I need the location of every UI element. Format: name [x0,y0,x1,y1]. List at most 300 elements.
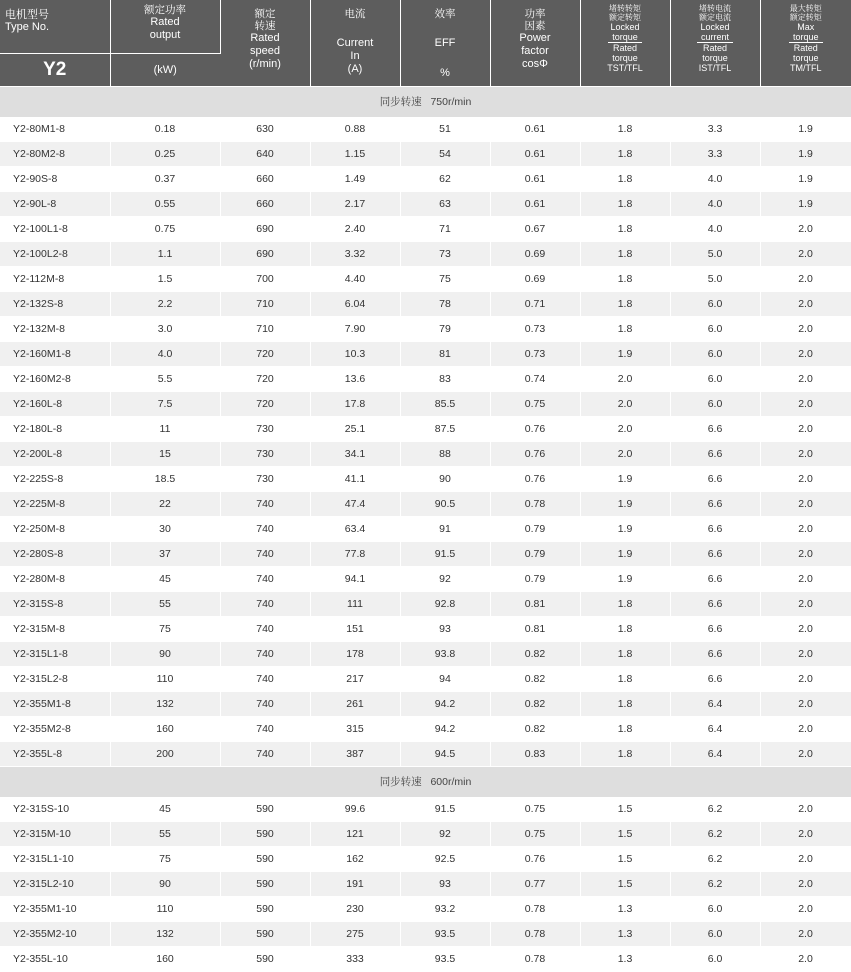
value-cell: 730 [220,441,310,466]
value-cell: 37 [110,541,220,566]
value-cell: 1.8 [580,716,670,741]
value-cell: 6.0 [670,316,760,341]
value-cell: 2.0 [760,416,851,441]
value-cell: 94.2 [400,716,490,741]
value-cell: 4.40 [310,266,400,291]
value-cell: 75 [110,616,220,641]
value-cell: 6.0 [670,291,760,316]
value-cell: 740 [220,541,310,566]
value-cell: 217 [310,666,400,691]
value-cell: 6.6 [670,441,760,466]
value-cell: 1.8 [580,117,670,142]
value-cell: 1.8 [580,591,670,616]
value-cell: 4.0 [670,191,760,216]
value-cell: 1.8 [580,216,670,241]
value-cell: 1.8 [580,141,670,166]
value-cell: 200 [110,741,220,766]
value-cell: 88 [400,441,490,466]
header-speed-en2: speed [221,45,310,58]
value-cell: 0.79 [490,516,580,541]
value-cell: 2.0 [760,666,851,691]
header-speed-en1: Rated [221,32,310,45]
value-cell: 1.3 [580,946,670,971]
header-lc-cn2: 额定电流 [671,13,760,22]
table-row [0,366,851,391]
value-cell: 0.61 [490,191,580,216]
header-eff-unit: % [401,50,490,80]
value-cell: 93 [400,871,490,896]
table-row [0,821,851,846]
value-cell: 93.5 [400,921,490,946]
header-lt-en2: torque [608,32,642,43]
value-cell: 0.18 [110,117,220,142]
value-cell: 90.5 [400,491,490,516]
value-cell: 6.6 [670,516,760,541]
value-cell: 2.2 [110,291,220,316]
value-cell: 6.0 [670,946,760,971]
value-cell: 740 [220,591,310,616]
value-cell: 6.0 [670,896,760,921]
value-cell: 1.5 [580,871,670,896]
value-cell: 2.0 [760,821,851,846]
model-cell: Y2-355L-8 [0,741,110,766]
value-cell: 2.0 [760,366,851,391]
model-cell: Y2-355M2-8 [0,716,110,741]
value-cell: 1.9 [580,516,670,541]
value-cell: 0.77 [490,871,580,896]
value-cell: 1.8 [580,241,670,266]
table-row [0,871,851,896]
header-pf-cn1: 功率 [491,4,580,20]
value-cell: 590 [220,821,310,846]
model-cell: Y2-132M-8 [0,316,110,341]
header-locked-torque [580,0,670,86]
header-lc-en4: torque [671,53,760,63]
value-cell: 1.8 [580,191,670,216]
model-cell: Y2-355M1-10 [0,896,110,921]
value-cell: 121 [310,821,400,846]
section-title: 同步转速 600r/min [0,766,851,797]
model-cell: Y2-315S-10 [0,797,110,822]
value-cell: 740 [220,641,310,666]
value-cell: 2.0 [760,591,851,616]
value-cell: 2.0 [760,616,851,641]
header-speed-cn: 额定 [221,4,310,20]
value-cell: 2.0 [760,291,851,316]
header-lc-en3: Rated [671,43,760,53]
header-current-cn: 电流 [311,4,400,20]
header-output-unit-cell [110,53,220,86]
value-cell: 1.3 [580,896,670,921]
value-cell: 2.17 [310,191,400,216]
value-cell: 0.37 [110,166,220,191]
value-cell: 2.0 [760,466,851,491]
value-cell: 6.6 [670,591,760,616]
header-output [110,0,220,53]
value-cell: 315 [310,716,400,741]
value-cell: 2.0 [760,946,851,971]
value-cell: 590 [220,846,310,871]
value-cell: 90 [110,871,220,896]
value-cell: 2.0 [760,516,851,541]
value-cell: 4.0 [670,216,760,241]
value-cell: 6.4 [670,741,760,766]
value-cell: 0.76 [490,416,580,441]
header-mt-cn1: 最大转矩 [761,4,851,13]
table-row [0,117,851,142]
value-cell: 47.4 [310,491,400,516]
model-cell: Y2-80M1-8 [0,117,110,142]
value-cell: 87.5 [400,416,490,441]
value-cell: 160 [110,946,220,971]
header-current-unit: (A) [311,63,400,76]
value-cell: 1.5 [110,266,220,291]
value-cell: 110 [110,666,220,691]
value-cell: 18.5 [110,466,220,491]
value-cell: 590 [220,871,310,896]
value-cell: 6.6 [670,641,760,666]
value-cell: 0.75 [490,821,580,846]
model-cell: Y2-160M1-8 [0,341,110,366]
value-cell: 740 [220,516,310,541]
value-cell: 6.2 [670,871,760,896]
value-cell: 0.75 [110,216,220,241]
model-cell: Y2-90L-8 [0,191,110,216]
value-cell: 6.2 [670,797,760,822]
value-cell: 0.76 [490,466,580,491]
value-cell: 1.9 [760,141,851,166]
header-eff-cn: 效率 [401,4,490,20]
header-speed-cn2: 转速 [221,20,310,32]
value-cell: 0.61 [490,117,580,142]
value-cell: 0.25 [110,141,220,166]
value-cell: 94.5 [400,741,490,766]
value-cell: 1.15 [310,141,400,166]
table-row [0,166,851,191]
value-cell: 6.6 [670,491,760,516]
header-current [310,0,400,86]
value-cell: 0.88 [310,117,400,142]
model-cell: Y2-160M2-8 [0,366,110,391]
model-cell: Y2-355L-10 [0,946,110,971]
value-cell: 2.40 [310,216,400,241]
table-row [0,416,851,441]
value-cell: 0.69 [490,266,580,291]
model-cell: Y2-355M1-8 [0,691,110,716]
table-row [0,921,851,946]
value-cell: 6.0 [670,341,760,366]
value-cell: 333 [310,946,400,971]
value-cell: 54 [400,141,490,166]
value-cell: 6.2 [670,821,760,846]
table-row [0,541,851,566]
value-cell: 590 [220,896,310,921]
table-row [0,666,851,691]
header-lc-cn1: 堵转电流 [671,4,760,13]
table-row [0,191,851,216]
value-cell: 75 [400,266,490,291]
value-cell: 740 [220,691,310,716]
model-cell: Y2-90S-8 [0,166,110,191]
model-cell: Y2-280S-8 [0,541,110,566]
value-cell: 0.82 [490,666,580,691]
value-cell: 590 [220,921,310,946]
header-pf-en2: factor [491,45,580,58]
value-cell: 2.0 [760,641,851,666]
model-cell: Y2-280M-8 [0,566,110,591]
table-row [0,591,851,616]
value-cell: 3.0 [110,316,220,341]
value-cell: 7.90 [310,316,400,341]
table-row [0,266,851,291]
header-model [0,53,110,86]
value-cell: 6.4 [670,691,760,716]
table-row [0,716,851,741]
value-cell: 0.74 [490,366,580,391]
value-cell: 0.78 [490,946,580,971]
value-cell: 6.4 [670,716,760,741]
header-lc-en2: current [697,32,733,43]
value-cell: 261 [310,691,400,716]
value-cell: 6.0 [670,366,760,391]
header-type-cn: 电机型号 [5,0,110,21]
header-lc-sym: IST/TFL [671,63,760,73]
value-cell: 2.0 [760,241,851,266]
value-cell: 2.0 [760,491,851,516]
header-mt-sym: TM/TFL [761,63,851,73]
table-row [0,691,851,716]
value-cell: 94.1 [310,566,400,591]
model-cell: Y2-200L-8 [0,441,110,466]
value-cell: 1.5 [580,821,670,846]
value-cell: 730 [220,416,310,441]
value-cell: 0.67 [490,216,580,241]
value-cell: 1.8 [580,691,670,716]
value-cell: 63.4 [310,516,400,541]
value-cell: 5.0 [670,241,760,266]
table-row [0,566,851,591]
value-cell: 2.0 [760,846,851,871]
header-output-cn: 额定功率 [111,0,220,16]
value-cell: 1.8 [580,166,670,191]
value-cell: 1.8 [580,291,670,316]
value-cell: 0.82 [490,716,580,741]
value-cell: 0.79 [490,566,580,591]
value-cell: 132 [110,921,220,946]
value-cell: 640 [220,141,310,166]
value-cell: 2.0 [760,896,851,921]
table-row [0,441,851,466]
table-row [0,291,851,316]
value-cell: 6.6 [670,416,760,441]
value-cell: 0.78 [490,896,580,921]
value-cell: 1.8 [580,316,670,341]
table-row [0,141,851,166]
value-cell: 41.1 [310,466,400,491]
header-lt-en4: torque [581,53,670,63]
value-cell: 91 [400,516,490,541]
value-cell: 710 [220,316,310,341]
model-cell: Y2-225S-8 [0,466,110,491]
value-cell: 660 [220,191,310,216]
value-cell: 2.0 [580,391,670,416]
value-cell: 720 [220,391,310,416]
value-cell: 0.61 [490,166,580,191]
header-eff-en: EFF [401,20,490,50]
value-cell: 1.1 [110,241,220,266]
value-cell: 22 [110,491,220,516]
value-cell: 6.0 [670,921,760,946]
value-cell: 3.32 [310,241,400,266]
table-row [0,946,851,971]
value-cell: 75 [110,846,220,871]
value-cell: 62 [400,166,490,191]
value-cell: 6.6 [670,616,760,641]
value-cell: 71 [400,216,490,241]
header-lt-en3: Rated [581,43,670,53]
value-cell: 0.73 [490,316,580,341]
value-cell: 0.61 [490,141,580,166]
table-row [0,846,851,871]
table-row [0,641,851,666]
value-cell: 6.6 [670,466,760,491]
value-cell: 77.8 [310,541,400,566]
value-cell: 1.9 [580,566,670,591]
value-cell: 92 [400,566,490,591]
value-cell: 93 [400,616,490,641]
value-cell: 590 [220,946,310,971]
value-cell: 1.9 [760,166,851,191]
value-cell: 160 [110,716,220,741]
value-cell: 11 [110,416,220,441]
value-cell: 0.69 [490,241,580,266]
model-cell: Y2-315L1-10 [0,846,110,871]
header-current-sym: In [311,50,400,63]
value-cell: 0.83 [490,741,580,766]
model-cell: Y2-100L2-8 [0,241,110,266]
model-cell: Y2-315L1-8 [0,641,110,666]
value-cell: 1.9 [580,491,670,516]
value-cell: 17.8 [310,391,400,416]
header-output-en1: Rated [111,16,220,29]
value-cell: 0.82 [490,691,580,716]
table-row [0,616,851,641]
value-cell: 151 [310,616,400,641]
value-cell: 2.0 [580,366,670,391]
value-cell: 94.2 [400,691,490,716]
value-cell: 93.2 [400,896,490,921]
value-cell: 83 [400,366,490,391]
value-cell: 1.5 [580,797,670,822]
model-cell: Y2-315M-8 [0,616,110,641]
value-cell: 720 [220,341,310,366]
table-body [0,86,851,971]
value-cell: 2.0 [760,716,851,741]
model-cell: Y2-315S-8 [0,591,110,616]
value-cell: 2.0 [760,921,851,946]
value-cell: 1.8 [580,641,670,666]
value-cell: 6.6 [670,566,760,591]
value-cell: 81 [400,341,490,366]
value-cell: 710 [220,291,310,316]
value-cell: 2.0 [580,441,670,466]
value-cell: 0.79 [490,541,580,566]
value-cell: 2.0 [760,441,851,466]
value-cell: 0.73 [490,341,580,366]
table-row [0,316,851,341]
header-speed [220,0,310,86]
value-cell: 2.0 [580,416,670,441]
table-row [0,241,851,266]
value-cell: 2.0 [760,541,851,566]
value-cell: 387 [310,741,400,766]
value-cell: 4.0 [110,341,220,366]
value-cell: 13.6 [310,366,400,391]
value-cell: 94 [400,666,490,691]
value-cell: 1.8 [580,616,670,641]
value-cell: 740 [220,566,310,591]
model-cell: Y2-100L1-8 [0,216,110,241]
value-cell: 99.6 [310,797,400,822]
value-cell: 30 [110,516,220,541]
value-cell: 230 [310,896,400,921]
header-mt-en1: Max [761,22,851,32]
model-cell: Y2-315L2-10 [0,871,110,896]
value-cell: 90 [110,641,220,666]
model-title: Y2 [0,54,110,86]
table-row [0,216,851,241]
value-cell: 2.0 [760,266,851,291]
value-cell: 10.3 [310,341,400,366]
table-row [0,896,851,921]
header-mt-en4: torque [761,53,851,63]
model-cell: Y2-250M-8 [0,516,110,541]
value-cell: 1.9 [580,466,670,491]
model-cell: Y2-112M-8 [0,266,110,291]
table-row [0,391,851,416]
value-cell: 15 [110,441,220,466]
model-cell: Y2-315M-10 [0,821,110,846]
section-title: 同步转速 750r/min [0,86,851,117]
value-cell: 111 [310,591,400,616]
header-lt-en1: Locked [581,22,670,32]
value-cell: 700 [220,266,310,291]
value-cell: 1.8 [580,266,670,291]
model-cell: Y2-355M2-10 [0,921,110,946]
value-cell: 63 [400,191,490,216]
value-cell: 730 [220,466,310,491]
value-cell: 45 [110,566,220,591]
header-speed-unit: (r/min) [221,58,310,71]
value-cell: 0.81 [490,591,580,616]
value-cell: 720 [220,366,310,391]
value-cell: 660 [220,166,310,191]
header-output-unit: (kW) [111,54,221,77]
value-cell: 34.1 [310,441,400,466]
value-cell: 7.5 [110,391,220,416]
header-mt-en2: torque [789,32,823,43]
value-cell: 740 [220,616,310,641]
value-cell: 4.0 [670,166,760,191]
value-cell: 5.5 [110,366,220,391]
header-eff [400,0,490,86]
value-cell: 6.04 [310,291,400,316]
value-cell: 740 [220,666,310,691]
value-cell: 162 [310,846,400,871]
header-lc-en1: Locked [671,22,760,32]
value-cell: 0.75 [490,797,580,822]
value-cell: 2.0 [760,216,851,241]
